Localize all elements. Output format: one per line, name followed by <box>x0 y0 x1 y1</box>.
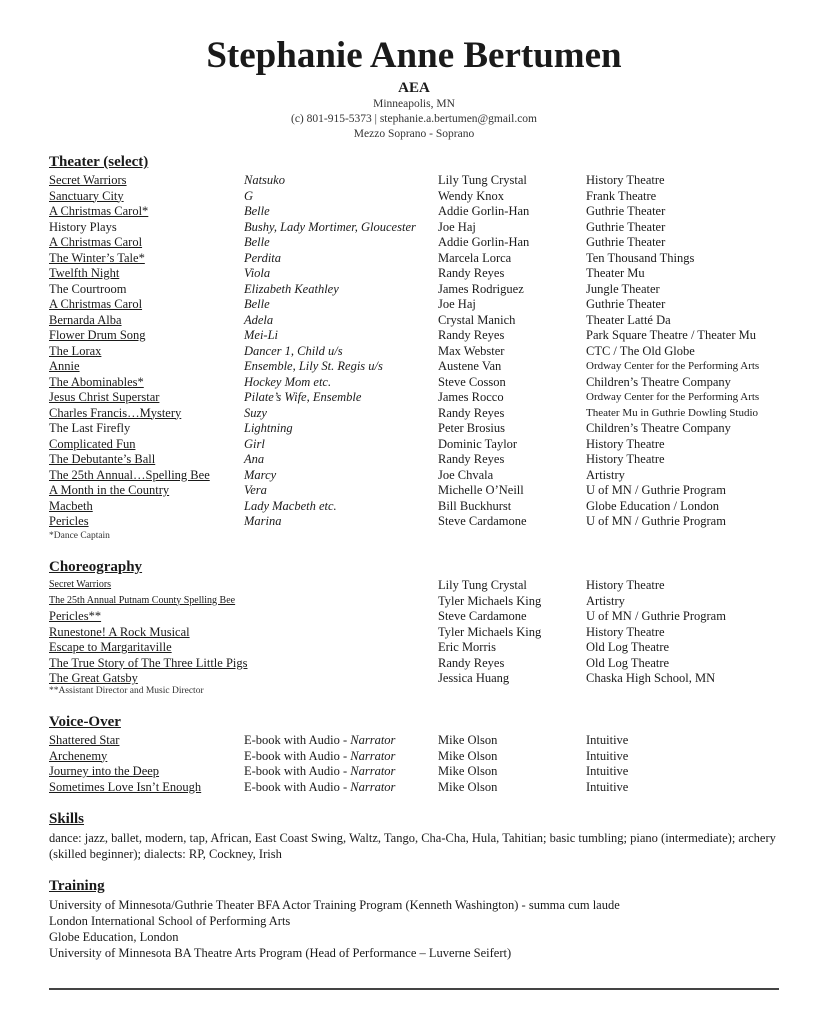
director-name: Lily Tung Crystal <box>438 173 527 187</box>
table-row <box>0 593 828 609</box>
table-row <box>0 234 828 250</box>
table-row <box>0 374 828 390</box>
director-name: Tyler Michaels King <box>438 624 542 639</box>
training-section-title: Training <box>49 878 105 894</box>
show-title: Twelfth Night <box>49 266 120 280</box>
table-row <box>0 577 828 593</box>
show-title: The Lorax <box>49 343 102 358</box>
role-name: Suzy <box>244 405 267 420</box>
role-name: Lady Macbeth etc. <box>244 498 337 513</box>
role-name: Marina <box>244 514 282 528</box>
table-row <box>0 343 828 359</box>
show-title: The Courtroom <box>49 281 127 296</box>
show-title: Annie <box>49 359 80 373</box>
format-text: E-book with Audio - <box>244 779 351 794</box>
table-row <box>0 467 828 483</box>
table-row <box>0 312 828 328</box>
table-row <box>0 172 828 188</box>
show-title: The 25th Annual Putnam County Spelling Bee <box>49 594 236 606</box>
company-name: Children’s Theatre Company <box>586 374 731 389</box>
director-name: Addie Gorlin-Han <box>438 235 530 249</box>
company-name: History Theatre <box>586 578 665 592</box>
table-row <box>0 763 828 779</box>
director-name: Steve Cosson <box>438 374 506 389</box>
director-name: Max Webster <box>438 343 505 358</box>
company-name: Guthrie Theater <box>586 297 666 311</box>
format-text: E-book with Audio - <box>244 733 351 747</box>
role-name: Adela <box>244 312 274 327</box>
table-row <box>0 732 828 748</box>
company-name: Chaska High School, MN <box>586 671 716 685</box>
company-name: Theater Mu in Guthrie Dowling Studio <box>586 406 759 419</box>
director-name: Joe Haj <box>438 297 476 311</box>
show-title: Secret Warriors <box>49 579 112 590</box>
role-name: Perdita <box>244 250 282 265</box>
company-name: Intuitive <box>586 733 629 747</box>
voice-type: Mezzo Soprano - Soprano <box>353 128 475 140</box>
director-name: Steve Cardamone <box>438 609 527 623</box>
table-row <box>0 624 828 640</box>
union-affiliation: AEA <box>398 80 430 96</box>
table-row <box>0 451 828 467</box>
role-name: Pilate’s Wife, Ensemble <box>244 390 362 404</box>
table-row <box>0 655 828 671</box>
show-title: Sanctuary City <box>49 188 124 203</box>
role-name: Dancer 1, Child u/s <box>244 343 343 358</box>
director-name: Randy Reyes <box>438 405 505 420</box>
company-name: Artistry <box>586 593 625 608</box>
company-name: Frank Theatre <box>586 188 657 203</box>
theater-section-title: Theater (select) <box>49 154 149 170</box>
role-name: Narrator <box>350 748 396 763</box>
director-name: Steve Cardamone <box>438 514 527 528</box>
show-title: Pericles** <box>49 609 102 623</box>
choreography-note: **Assistant Director and Music Director <box>49 686 204 696</box>
role-cell <box>244 732 395 748</box>
show-title: A Christmas Carol <box>49 297 143 311</box>
table-row <box>0 670 828 686</box>
role-name: Belle <box>244 204 270 218</box>
company-name: CTC / The Old Globe <box>586 343 695 358</box>
company-name: Artistry <box>586 467 625 482</box>
table-row <box>0 498 828 514</box>
company-name: Guthrie Theater <box>586 219 666 234</box>
table-row <box>0 265 828 281</box>
table-row <box>0 748 828 764</box>
table-row <box>0 203 828 219</box>
director-name: James Rodriguez <box>438 281 524 296</box>
company-name: Intuitive <box>586 748 629 763</box>
company-name: Theater Latté Da <box>586 312 671 327</box>
role-name: Vera <box>244 483 267 497</box>
director-name: Lily Tung Crystal <box>438 578 527 592</box>
show-title: Charles Francis…Mystery <box>49 405 182 420</box>
show-title: The 25th Annual…Spelling Bee <box>49 467 210 482</box>
contact-phone-email: (c) 801-915-5373 | stephanie.a.bertumen@gmail.com <box>290 113 537 125</box>
table-row <box>0 281 828 297</box>
training-item: University of Minnesota/Guthrie Theater BFA Actor Training Program (Kenneth Washington) - summa cum laude <box>49 898 620 912</box>
director-name: Dominic Taylor <box>438 436 518 451</box>
director-name: Mike Olson <box>438 764 498 778</box>
show-title: History Plays <box>49 219 117 234</box>
director-name: Joe Chvala <box>438 467 494 482</box>
table-row <box>0 219 828 235</box>
director-name: Peter Brosius <box>438 421 506 435</box>
director-name: Crystal Manich <box>438 312 516 327</box>
choreography-section-title: Choreography <box>49 559 143 575</box>
company-name: Park Square Theatre / Theater Mu <box>586 328 756 342</box>
show-title: Sometimes Love Isn’t Enough <box>49 779 202 794</box>
director-name: Marcela Lorca <box>438 250 512 265</box>
role-name: Viola <box>244 266 271 280</box>
table-row <box>0 513 828 529</box>
director-name: Mike Olson <box>438 733 498 747</box>
company-name: U of MN / Guthrie Program <box>586 609 726 623</box>
table-row <box>0 188 828 204</box>
training-item: London International School of Performing Arts <box>49 914 291 928</box>
skills-section-title: Skills <box>49 811 85 827</box>
company-name: History Theatre <box>586 624 665 639</box>
company-name: U of MN / Guthrie Program <box>586 483 726 497</box>
director-name: Austene Van <box>438 359 502 373</box>
company-name: Ten Thousand Things <box>586 250 695 265</box>
show-title: Bernarda Alba <box>49 312 122 327</box>
table-row <box>0 779 828 795</box>
show-title: Macbeth <box>49 498 93 513</box>
role-name: Lightning <box>244 421 293 435</box>
role-name: Natsuko <box>244 173 285 187</box>
table-row <box>0 608 828 624</box>
role-name: Ana <box>244 452 265 466</box>
skills-text: dance: jazz, ballet, modern, tap, African, East Coast Swing, Waltz, Tango, Cha-Cha, Hula, Tahitian; basic tumbling; piano (intermediate); archery (skilled beginner); dialects: RP, Cockney, Irish <box>49 831 776 861</box>
company-name: Old Log Theatre <box>586 655 670 670</box>
show-title: Complicated Fun <box>49 436 136 451</box>
role-cell <box>244 763 395 779</box>
table-row <box>0 327 828 343</box>
company-name: Guthrie Theater <box>586 235 666 249</box>
show-title: A Christmas Carol* <box>49 204 149 218</box>
company-name: Children’s Theatre Company <box>586 421 731 435</box>
table-row <box>0 420 828 436</box>
role-name: Marcy <box>244 467 277 482</box>
company-name: Old Log Theatre <box>586 640 670 654</box>
company-name: Intuitive <box>586 764 629 778</box>
show-title: Archenemy <box>49 748 108 763</box>
show-title: The Great Gatsby <box>49 671 138 685</box>
training-item: Globe Education, London <box>49 930 179 944</box>
company-name: Ordway Center for the Performing Arts <box>586 360 760 372</box>
director-name: James Rocco <box>438 390 504 404</box>
role-name: Belle <box>244 235 270 249</box>
director-name: Randy Reyes <box>438 266 505 280</box>
bottom-divider <box>49 988 779 990</box>
table-row <box>0 436 828 452</box>
director-name: Bill Buckhurst <box>438 498 512 513</box>
role-name: Narrator <box>350 764 396 778</box>
role-name: Mei-Li <box>244 328 279 342</box>
table-row <box>0 389 828 405</box>
role-cell <box>244 748 395 764</box>
voiceover-section-title: Voice-Over <box>49 714 121 730</box>
role-name: Elizabeth Keathley <box>244 281 339 296</box>
company-name: Theater Mu <box>586 266 645 280</box>
role-cell <box>244 779 395 795</box>
role-name: Belle <box>244 297 270 311</box>
show-title: A Month in the Country <box>49 483 170 497</box>
show-title: Flower Drum Song <box>49 328 146 342</box>
role-name: Girl <box>244 436 265 451</box>
director-name: Joe Haj <box>438 219 476 234</box>
director-name: Randy Reyes <box>438 452 505 466</box>
director-name: Addie Gorlin-Han <box>438 204 530 218</box>
show-title: The Abominables* <box>49 374 144 389</box>
director-name: Wendy Knox <box>438 188 504 203</box>
company-name: Intuitive <box>586 779 629 794</box>
table-row <box>0 405 828 421</box>
training-item: University of Minnesota BA Theatre Arts Program (Head of Performance – Luverne Seifert) <box>49 946 512 960</box>
director-name: Randy Reyes <box>438 655 505 670</box>
show-title: Escape to Margaritaville <box>49 640 172 654</box>
format-text: E-book with Audio - <box>244 748 351 763</box>
show-title: Runestone! A Rock Musical <box>49 624 190 639</box>
table-row <box>0 482 828 498</box>
company-name: History Theatre <box>586 173 665 187</box>
show-title: Shattered Star <box>49 733 120 747</box>
company-name: Ordway Center for the Performing Arts <box>586 391 760 403</box>
contact-city: Minneapolis, MN <box>373 98 455 110</box>
show-title: Pericles <box>49 514 89 528</box>
show-title: The Debutante’s Ball <box>49 452 156 466</box>
company-name: Guthrie Theater <box>586 204 666 218</box>
director-name: Randy Reyes <box>438 328 505 342</box>
show-title: The Last Firefly <box>49 421 131 435</box>
table-row <box>0 358 828 374</box>
show-title: Jesus Christ Superstar <box>49 390 160 404</box>
table-row <box>0 250 828 266</box>
director-name: Eric Morris <box>438 640 496 654</box>
table-row <box>0 639 828 655</box>
director-name: Jessica Huang <box>438 671 510 685</box>
role-name: Hockey Mom etc. <box>244 374 332 389</box>
show-title: Secret Warriors <box>49 173 127 187</box>
table-row <box>0 296 828 312</box>
role-name: Bushy, Lady Mortimer, Gloucester <box>244 219 416 234</box>
show-title: The True Story of The Three Little Pigs <box>49 655 248 670</box>
director-name: Tyler Michaels King <box>438 593 542 608</box>
format-text: E-book with Audio - <box>244 764 351 778</box>
company-name: U of MN / Guthrie Program <box>586 514 726 528</box>
company-name: History Theatre <box>586 436 665 451</box>
company-name: Jungle Theater <box>586 281 660 296</box>
company-name: Globe Education / London <box>586 498 719 513</box>
director-name: Michelle O’Neill <box>438 483 524 497</box>
show-title: A Christmas Carol <box>49 235 143 249</box>
show-title: The Winter’s Tale* <box>49 250 145 265</box>
role-name: G <box>244 188 254 203</box>
role-name: Ensemble, Lily St. Regis u/s <box>244 359 383 373</box>
director-name: Mike Olson <box>438 748 498 763</box>
director-name: Mike Olson <box>438 779 498 794</box>
company-name: History Theatre <box>586 452 665 466</box>
resume-name: Stephanie Anne Bertumen <box>206 35 622 76</box>
role-name: Narrator <box>350 733 396 747</box>
role-name: Narrator <box>350 779 396 794</box>
theater-note: *Dance Captain <box>49 531 110 541</box>
show-title: Journey into the Deep <box>49 764 160 778</box>
